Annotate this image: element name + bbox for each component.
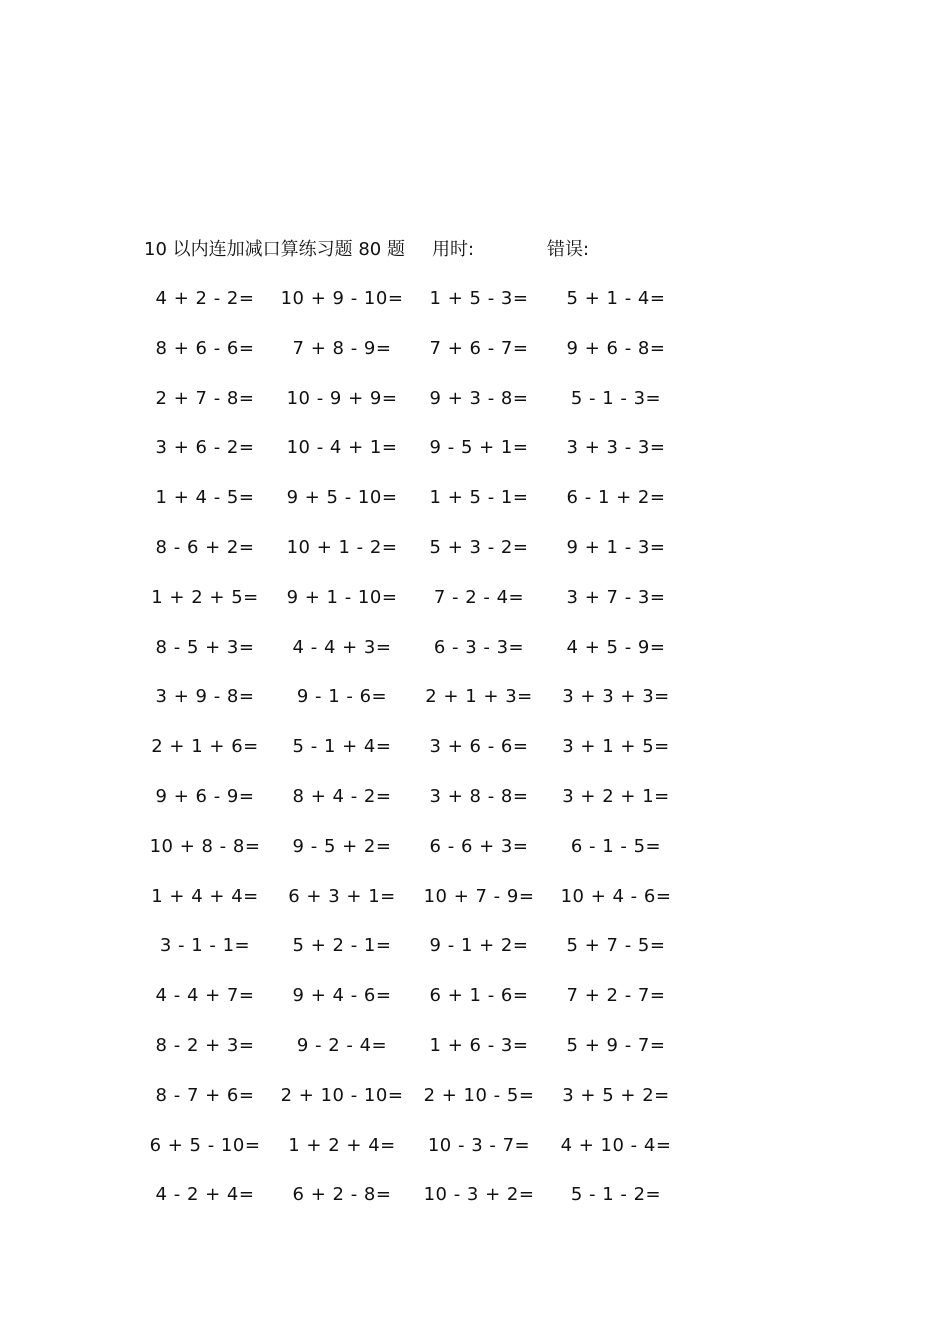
math-problem: 7 - 2 - 4= (433, 586, 525, 608)
math-problem: 3 + 5 + 2= (562, 1084, 670, 1106)
problem-row (140, 431, 700, 481)
worksheet-header (144, 236, 844, 264)
math-problem: 2 + 10 - 5= (423, 1084, 535, 1106)
math-problem: 3 + 9 - 8= (155, 686, 255, 708)
math-problem: 5 + 7 - 5= (566, 935, 666, 957)
math-problem: 10 + 1 - 2= (286, 536, 398, 558)
math-problem: 9 - 1 - 6= (296, 686, 388, 708)
math-problem: 1 + 5 - 1= (429, 487, 529, 509)
math-problem: 10 - 3 - 7= (427, 1134, 531, 1156)
problem-row (140, 481, 700, 531)
math-problem: 3 + 6 - 6= (429, 736, 529, 758)
problem-row (140, 1178, 700, 1228)
problem-row (140, 780, 700, 830)
problem-row (140, 979, 700, 1029)
problem-row (140, 1129, 700, 1179)
math-problem: 3 + 6 - 2= (155, 437, 255, 459)
math-problem: 4 + 10 - 4= (560, 1134, 672, 1156)
math-problem: 5 - 1 - 2= (570, 1184, 662, 1206)
math-problem: 5 + 3 - 2= (429, 536, 529, 558)
problem-row (140, 730, 700, 780)
math-problem: 9 + 4 - 6= (292, 985, 392, 1007)
math-problem: 9 + 3 - 8= (429, 387, 529, 409)
math-problem: 5 + 1 - 4= (566, 288, 666, 309)
math-problem: 10 + 7 - 9= (423, 885, 535, 907)
problem-row (140, 1079, 700, 1129)
math-problem: 4 + 2 - 2= (155, 288, 255, 309)
math-problem: 7 + 2 - 7= (566, 985, 666, 1007)
math-problem: 5 + 2 - 1= (292, 935, 392, 957)
problem-row (140, 581, 700, 631)
problem-row (140, 631, 700, 681)
math-problem: 1 + 2 + 4= (288, 1134, 396, 1156)
math-problem: 6 + 3 + 1= (288, 885, 396, 907)
problem-row (140, 830, 700, 880)
math-problem: 9 + 6 - 9= (155, 785, 255, 807)
problem-row (140, 680, 700, 730)
math-problem: 8 - 5 + 3= (155, 636, 255, 658)
math-problem: 8 - 7 + 6= (155, 1084, 255, 1106)
math-problem: 2 + 1 + 6= (151, 736, 259, 758)
problem-row (140, 531, 700, 581)
math-problem: 5 - 1 + 4= (292, 736, 392, 758)
math-problem: 8 + 6 - 6= (155, 337, 255, 359)
math-problem: 10 - 9 + 9= (286, 387, 398, 409)
math-problem: 2 + 7 - 8= (155, 387, 255, 409)
math-problem: 9 + 1 - 3= (566, 536, 666, 558)
math-problem: 4 + 5 - 9= (566, 636, 666, 658)
math-problem: 3 + 2 + 1= (562, 785, 670, 807)
math-problem: 3 + 3 - 3= (566, 437, 666, 459)
math-problem: 5 + 9 - 7= (566, 1034, 666, 1056)
math-problem: 6 + 1 - 6= (429, 985, 529, 1007)
math-problem: 10 + 4 - 6= (560, 885, 672, 907)
math-problem: 4 - 2 + 4= (155, 1184, 255, 1206)
math-problem: 3 - 1 - 1= (159, 935, 251, 957)
worksheet-title: 10 以内连加减口算练习题 80 题 (144, 239, 405, 260)
math-problem: 3 + 7 - 3= (566, 586, 666, 608)
math-problem: 6 + 2 - 8= (292, 1184, 392, 1206)
math-problem: 6 - 1 - 5= (570, 835, 662, 857)
math-problem: 8 + 4 - 2= (292, 785, 392, 807)
error-count-label: 错误: (547, 239, 590, 260)
math-problem: 1 + 6 - 3= (429, 1034, 529, 1056)
math-problem: 8 - 6 + 2= (155, 536, 255, 558)
math-problem: 3 + 8 - 8= (429, 785, 529, 807)
math-problem: 10 - 4 + 1= (286, 437, 398, 459)
math-problem: 9 + 1 - 10= (286, 586, 398, 608)
math-problem: 9 - 5 + 1= (429, 437, 529, 459)
math-problem: 7 + 6 - 7= (429, 337, 529, 359)
problem-row (140, 929, 700, 979)
math-problem: 2 + 10 - 10= (280, 1084, 404, 1106)
math-problem: 8 - 2 + 3= (155, 1034, 255, 1056)
math-problem: 9 + 5 - 10= (286, 487, 398, 509)
math-problem: 2 + 1 + 3= (425, 686, 533, 708)
math-problem: 1 + 2 + 5= (151, 586, 259, 608)
math-problem: 10 - 3 + 2= (423, 1184, 535, 1206)
math-problem: 3 + 1 + 5= (562, 736, 670, 758)
math-problem: 4 - 4 + 3= (292, 636, 392, 658)
math-problem: 6 - 1 + 2= (566, 487, 666, 509)
problem-row (140, 880, 700, 930)
problem-row (140, 282, 700, 332)
math-problem: 9 + 6 - 8= (566, 337, 666, 359)
math-problem: 5 - 1 - 3= (570, 387, 662, 409)
math-problem: 9 - 1 + 2= (429, 935, 529, 957)
math-problem: 1 + 4 - 5= (155, 487, 255, 509)
math-problem: 9 - 5 + 2= (292, 835, 392, 857)
problem-grid (140, 282, 700, 1228)
problem-row (140, 332, 700, 382)
math-problem: 4 - 4 + 7= (155, 985, 255, 1007)
problem-row (140, 1029, 700, 1079)
problem-row (140, 382, 700, 432)
time-used-label: 用时: (432, 239, 475, 260)
math-problem: 1 + 4 + 4= (151, 885, 259, 907)
math-problem: 9 - 2 - 4= (296, 1034, 388, 1056)
math-problem: 6 - 3 - 3= (433, 636, 525, 658)
math-problem: 1 + 5 - 3= (429, 288, 529, 309)
math-problem: 3 + 3 + 3= (562, 686, 670, 708)
math-problem: 10 + 8 - 8= (149, 835, 261, 857)
math-problem: 6 + 5 - 10= (149, 1134, 261, 1156)
math-problem: 7 + 8 - 9= (292, 337, 392, 359)
math-problem: 6 - 6 + 3= (429, 835, 529, 857)
math-problem: 10 + 9 - 10= (280, 288, 404, 309)
